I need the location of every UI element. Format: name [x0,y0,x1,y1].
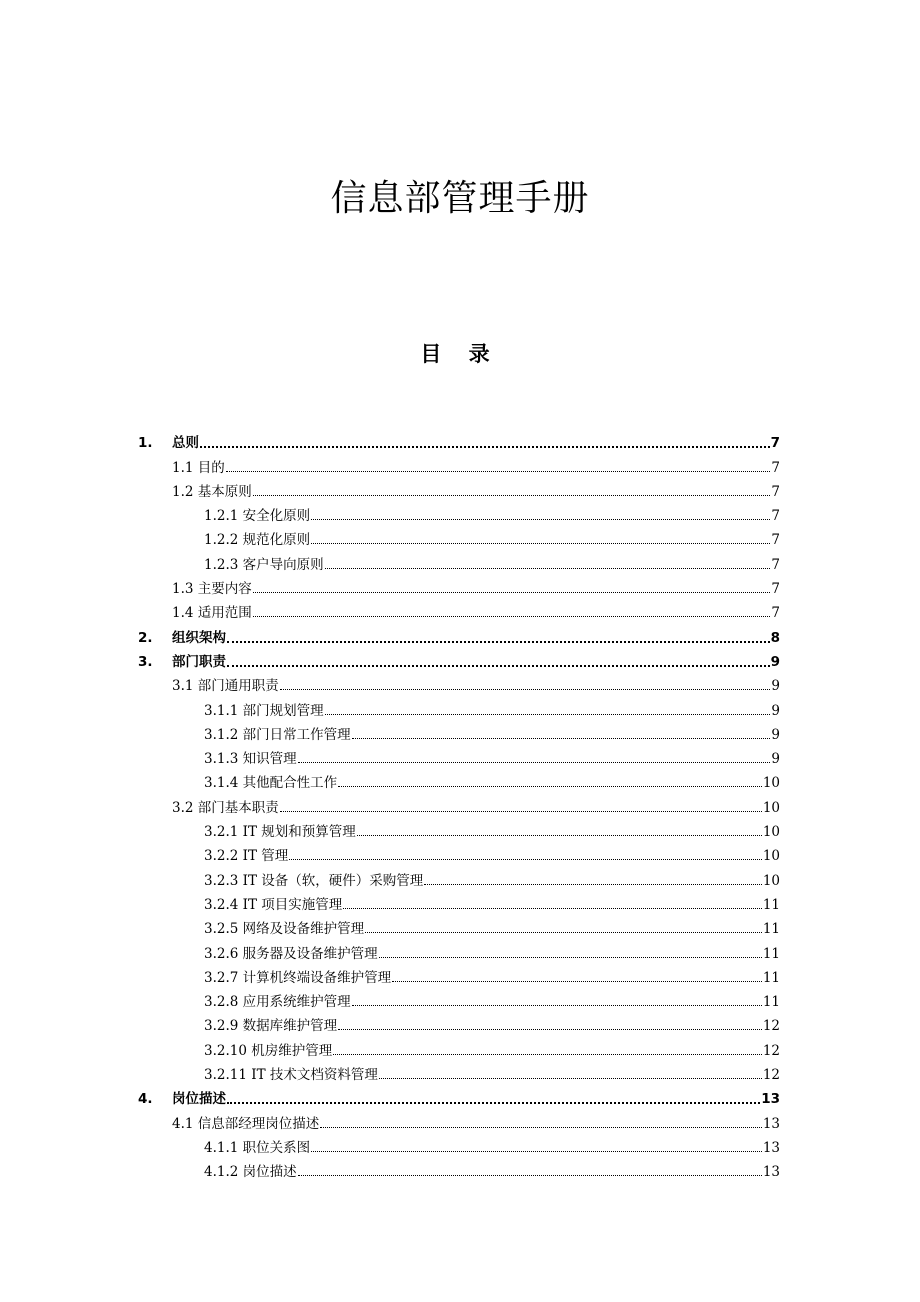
toc-dot-leader [343,907,762,909]
toc-dot-leader [227,664,770,667]
toc-dot-leader [320,1126,762,1128]
toc-entry-label: 3.2.6 服务器及设备维护管理 [204,945,378,962]
toc-entry-label: 总则 [172,435,199,452]
toc-dot-leader [379,1077,762,1079]
toc-entry-label: 3.2.4 IT 项目实施管理 [204,896,343,913]
toc-entry-page-number: 7 [771,483,780,500]
toc-entry-page-number: 9 [770,653,780,670]
toc-dot-leader [325,713,771,715]
toc-dot-leader [280,810,762,812]
toc-entry-page-number: 13 [762,1139,780,1156]
toc-heading: 目 录 [420,341,500,366]
toc-entry[interactable] [138,427,780,451]
toc-entry-page-number: 11 [762,945,780,962]
toc-entry-label: 1.3 主要内容 [172,581,252,598]
toc-entry-label: 3.1.2 部门日常工作管理 [204,726,351,743]
toc-dot-leader [253,494,771,496]
toc-entry[interactable] [138,1010,780,1034]
toc-dot-leader [226,470,771,472]
toc-entry[interactable] [138,548,780,572]
toc-dot-leader [333,1053,762,1055]
toc-entry[interactable] [138,500,780,524]
toc-entry[interactable] [138,1107,780,1131]
toc-entry-label: 3.2.1 IT 规划和预算管理 [204,824,356,841]
toc-dot-leader [200,445,770,448]
toc-entry-number: 3. [138,653,153,670]
toc-entry-page-number: 10 [762,775,780,792]
toc-dot-leader [289,858,762,860]
toc-entry-page-number: 7 [771,508,780,525]
toc-dot-leader [338,785,762,787]
toc-entry-label: 3.2.11 IT 技术文档资料管理 [204,1067,378,1084]
toc-entry-page-number: 9 [771,702,780,719]
toc-entry-page-number: 12 [762,1042,780,1059]
toc-dot-leader [280,688,771,690]
toc-entry-page-number: 7 [771,556,780,573]
toc-dot-leader [325,567,771,569]
toc-entry-number: 4. [138,1091,153,1108]
toc-entry[interactable] [138,1132,780,1156]
toc-entry-number: 1. [138,435,153,452]
toc-entry-page-number: 11 [762,896,780,913]
toc-entry-page-number: 10 [762,824,780,841]
toc-entry-page-number: 9 [771,751,780,768]
toc-entry-page-number: 8 [770,629,780,646]
toc-dot-leader [298,1174,762,1176]
toc-entry-label: 3.2.8 应用系统维护管理 [204,994,351,1011]
toc-entry[interactable] [138,1059,780,1083]
toc-entry[interactable] [138,986,780,1010]
toc-dot-leader [253,615,771,617]
toc-entry-label: 3.2 部门基本职责 [172,799,279,816]
toc-entry-page-number: 10 [762,799,780,816]
toc-dot-leader [365,931,762,933]
toc-entry-label: 4.1.1 职位关系图 [204,1139,311,1156]
toc-entry-page-number: 11 [762,969,780,986]
toc-dot-leader [352,1004,762,1006]
toc-entry[interactable] [138,791,780,815]
toc-entry-label: 1.4 适用范围 [172,605,252,622]
toc-dot-leader [424,883,762,885]
toc-entry[interactable] [138,597,780,621]
toc-entry-label: 3.2.9 数据库维护管理 [204,1018,338,1035]
toc-entry-page-number: 10 [762,872,780,889]
toc-dot-leader [357,834,762,836]
toc-entry[interactable] [138,524,780,548]
toc-entry-page-number: 11 [762,921,780,938]
toc-entry-label: 岗位描述 [172,1091,226,1108]
document-title: 信息部管理手册 [330,178,590,219]
toc-entry-page-number: 7 [771,605,780,622]
toc-entry-label: 1.2 基本原则 [172,483,252,500]
toc-entry-page-number: 9 [771,726,780,743]
toc-entry[interactable] [138,962,780,986]
toc-entry-label: 3.1.4 其他配合性工作 [204,775,338,792]
toc-dot-leader [311,518,770,520]
toc-dot-leader [352,737,771,739]
toc-dot-leader [311,1150,762,1152]
toc-entry-label: 3.2.2 IT 管理 [204,848,289,865]
toc-dot-leader [253,591,771,593]
toc-entry[interactable] [138,1083,780,1107]
toc-entry[interactable] [138,840,780,864]
toc-entry-page-number: 7 [771,459,780,476]
toc-entry-page-number: 13 [762,1164,780,1181]
toc-entry[interactable] [138,451,780,475]
toc-entry-label: 3.1.1 部门规划管理 [204,702,324,719]
toc-dot-leader [227,1101,760,1104]
toc-entry-label: 3.2.10 机房维护管理 [204,1042,333,1059]
toc-entry-label: 1.1 目的 [172,459,225,476]
toc-entry-number: 2. [138,629,153,646]
toc-entry-label: 1.2.2 规范化原则 [204,532,311,549]
toc-entry-label: 4.1 信息部经理岗位描述 [172,1115,320,1132]
toc-entry-page-number: 7 [771,581,780,598]
toc-entry[interactable] [138,621,780,645]
toc-entry[interactable] [138,743,780,767]
toc-entry-page-number: 7 [770,435,780,452]
toc-entry[interactable] [138,476,780,500]
toc-dot-leader [311,542,770,544]
toc-entry-label: 3.2.3 IT 设备（软，硬件）采购管理 [204,872,424,889]
toc-entry-label: 3.1.3 知识管理 [204,751,297,768]
toc-entry-label: 3.2.7 计算机终端设备维护管理 [204,969,392,986]
toc-entry-label: 3.2.5 网络及设备维护管理 [204,921,365,938]
toc-entry[interactable] [138,573,780,597]
toc-dot-leader [379,956,762,958]
toc-entry[interactable] [138,937,780,961]
toc-entry-page-number: 13 [762,1115,780,1132]
toc-entry-page-number: 11 [762,994,780,1011]
toc-entry[interactable] [138,1034,780,1058]
toc-entry-page-number: 10 [762,848,780,865]
toc-entry[interactable] [138,913,780,937]
table-of-contents [138,427,780,1180]
toc-entry-label: 1.2.1 安全化原则 [204,508,311,525]
toc-entry-label: 3.1 部门通用职责 [172,678,279,695]
toc-entry[interactable] [138,864,780,888]
toc-entry[interactable] [138,767,780,791]
toc-entry[interactable] [138,719,780,743]
toc-entry-page-number: 12 [762,1018,780,1035]
toc-entry[interactable] [138,889,780,913]
toc-entry-label: 部门职责 [172,653,226,670]
toc-entry-label: 4.1.2 岗位描述 [204,1164,297,1181]
toc-entry[interactable] [138,694,780,718]
toc-entry-page-number: 9 [771,678,780,695]
toc-entry-label: 组织架构 [172,629,226,646]
toc-dot-leader [298,761,771,763]
toc-entry-label: 1.2.3 客户导向原则 [204,556,324,573]
toc-dot-leader [227,640,770,643]
toc-entry[interactable] [138,1156,780,1180]
toc-entry-page-number: 7 [771,532,780,549]
toc-entry-page-number: 13 [761,1091,780,1108]
toc-entry-page-number: 12 [762,1067,780,1084]
toc-entry[interactable] [138,670,780,694]
toc-dot-leader [392,980,762,982]
toc-dot-leader [338,1028,762,1030]
toc-entry[interactable] [138,816,780,840]
toc-entry[interactable] [138,646,780,670]
